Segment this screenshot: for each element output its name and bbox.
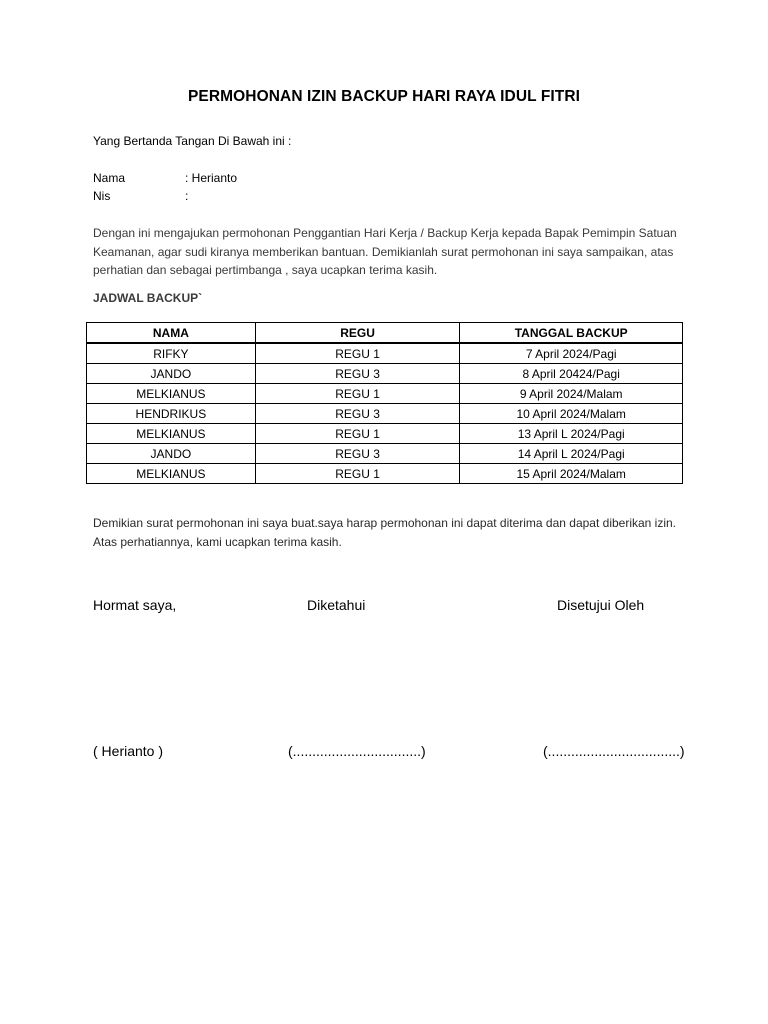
cell-tanggal: 7 April 2024/Pagi [460,343,683,364]
cell-nama: JANDO [87,364,256,384]
cell-regu: REGU 3 [255,444,460,464]
cell-tanggal: 13 April L 2024/Pagi [460,424,683,444]
closing-paragraph [93,514,693,551]
cell-regu: REGU 3 [255,404,460,424]
intro-line: Yang Bertanda Tangan Di Bawah ini : [93,134,292,148]
table-row [87,404,683,424]
paragraph-line: perhatian dan sebagai pertimbanga , saya ucapkan terima kasih. [93,263,438,277]
nis-label: Nis [93,189,111,203]
cell-tanggal: 10 April 2024/Malam [460,404,683,424]
cell-nama: MELKIANUS [87,464,256,484]
paragraph-line: Keamanan, agar sudi kiranya memberikan bantuan. Demikianlah surat permohonan ini saya sampaikan, atas [93,244,674,259]
backup-schedule-table [86,322,683,484]
paragraph-line: Atas perhatiannya, kami ucapkan terima kasih. [93,534,342,549]
header-regu: REGU [255,323,460,344]
header-nama: NAMA [87,323,256,344]
signature-disetujui-name: (..................................) [543,743,685,759]
cell-nama: RIFKY [87,343,256,364]
cell-tanggal: 14 April L 2024/Pagi [460,444,683,464]
cell-regu: REGU 1 [255,343,460,364]
nama-label: Nama [93,171,126,185]
schedule-heading: JADWAL BACKUP` [93,291,203,305]
request-paragraph [93,224,693,280]
paragraph-line: Demikian surat permohonan ini saya buat.saya harap permohonan ini dapat diterima dan dapat diberikan izin. [93,516,677,530]
signature-hormat-label: Hormat saya, [93,597,177,613]
table-row [87,424,683,444]
cell-regu: REGU 3 [255,364,460,384]
table-row [87,464,683,484]
cell-nama: HENDRIKUS [87,404,256,424]
header-tanggal: TANGGAL BACKUP [460,323,683,344]
table-row [87,343,683,364]
table-row [87,444,683,464]
cell-regu: REGU 1 [255,384,460,404]
cell-tanggal: 8 April 20424/Pagi [460,364,683,384]
cell-regu: REGU 1 [255,424,460,444]
signature-hormat-name: ( Herianto ) [93,743,164,759]
document-title: PERMOHONAN IZIN BACKUP HARI RAYA IDUL FITRI [187,88,581,105]
table-row [87,384,683,404]
cell-nama: JANDO [87,444,256,464]
cell-nama: MELKIANUS [87,424,256,444]
cell-nama: MELKIANUS [87,384,256,404]
nama-value: : Herianto [185,171,238,185]
paragraph-line: Dengan ini mengajukan permohonan Penggantian Hari Kerja / Backup Kerja kepada Bapak Pemimpin Satuan [93,226,677,240]
signature-disetujui-label: Disetujui Oleh [557,597,645,613]
table-header-row [87,323,683,344]
signature-diketahui-label: Diketahui [307,597,366,613]
cell-tanggal: 9 April 2024/Malam [460,384,683,404]
cell-regu: REGU 1 [255,464,460,484]
nis-value: : [185,189,189,203]
signature-diketahui-name: (.................................) [288,743,426,759]
table-row [87,364,683,384]
cell-tanggal: 15 April 2024/Malam [460,464,683,484]
